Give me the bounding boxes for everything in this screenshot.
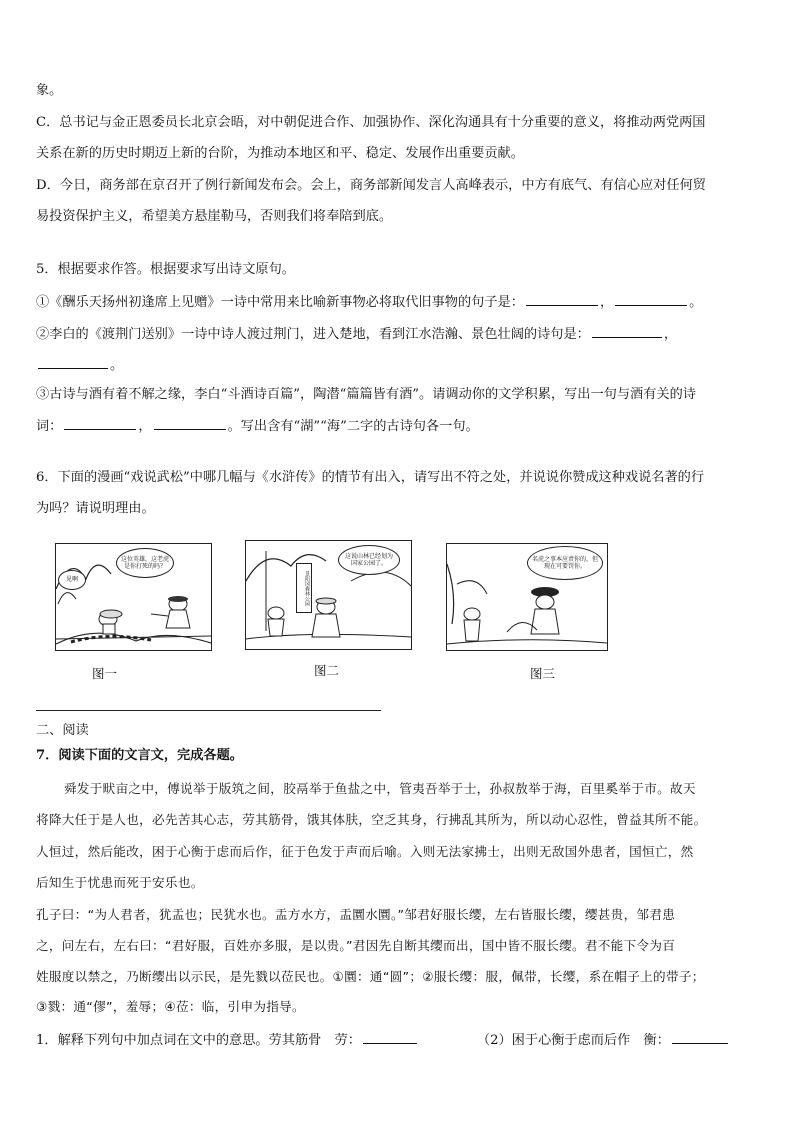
- answer-blank[interactable]: [38, 355, 108, 369]
- passage-line: 舜发于畎亩之中，傅说举于版筑之间，胶鬲举于鱼盐之中，管夷吾举于士，孙叔敖举于海，百里奚举于市。故天: [64, 781, 696, 796]
- passage-line: 之，问左右，左右曰：“君好服，百姓亦多服，是以贵。”君因先自断其缨而出，国中皆不服长缨。君不能下令为百: [36, 938, 676, 953]
- question-5-item-2: [36, 324, 766, 344]
- answer-blank[interactable]: [64, 416, 136, 430]
- passage-line: 姓服度以禁之，乃断缨出以示民，是先戮以莅民也。①圜：通“圆”；②服长缨：服，佩带，长缨，系在帽子上的带子；: [36, 969, 705, 984]
- answer-blank[interactable]: [592, 324, 662, 338]
- question-5-item-3b: [36, 416, 766, 436]
- park-sign: 景阳冈森林公园: [296, 563, 312, 613]
- caption-figure-1: 图一: [92, 666, 118, 681]
- q5-a3b-pre: 词：: [36, 419, 63, 434]
- speech-bubble: 名虎之事本应责你的，但现在可要罚你。: [527, 546, 603, 580]
- question-7-title: 7．阅读下面的文言文，完成各题。: [36, 748, 243, 763]
- separator: ，: [599, 295, 614, 310]
- speech-bubble: 这说山林已经划为国家公园了。: [338, 545, 400, 575]
- option-text: 象。: [36, 83, 63, 98]
- period: 。: [110, 358, 124, 373]
- passage-line: ③戮：通“僇”，羞辱；④莅：临，引申为指导。: [36, 999, 305, 1014]
- sub-question-2-text: （2）困于心衡于虑而后作 衡：: [476, 1033, 670, 1048]
- sub-question-1: [36, 1030, 766, 1050]
- q5-a1-text: ①《酬乐天扬州初逢席上见赠》一诗中常用来比喻新事物必将取代旧事物的句子是：: [36, 295, 524, 310]
- answer-blank[interactable]: [615, 292, 687, 306]
- question-6-title-2: 为吗？请说明理由。: [36, 501, 155, 516]
- answer-blank[interactable]: [154, 416, 226, 430]
- question-5-title: 5．根据要求作答。根据要求写出诗文原句。: [36, 262, 295, 277]
- sub-question-1-text: 1．解释下列句中加点词在文中的意思。劳其筋骨 劳：: [36, 1033, 361, 1048]
- q5-a2-text: ②李白的《渡荆门送别》一诗中诗人渡过荆门，进入楚地，看到江水浩瀚、景色壮阔的诗句是：: [36, 327, 590, 342]
- option-d-text: D．今日，商务部在京召开了例行新闻发布会。会上，商务部新闻发言人高峰表示，中方有底气、有信心应对任何贸: [36, 178, 706, 193]
- separator: ，: [138, 419, 152, 434]
- divider: [36, 710, 381, 711]
- section-heading: 二、阅读: [36, 723, 89, 738]
- separator: ，: [663, 327, 678, 342]
- q5-a3b-post: 。写出含有“湖”“海”二字的古诗句各一句。: [227, 419, 479, 434]
- passage-line: 孔子曰：“为人君者，犹盂也；民犹水也。盂方水方，盂圜水圜。”邹君好服长缨，左右皆服长缨，缨甚贵，邹君患: [36, 907, 676, 922]
- option-d-text-2: 易投资保护主义，希望美方悬崖勒马，否则我们将奉陪到底。: [36, 209, 393, 224]
- speech-bubble-small: 见啊: [58, 570, 86, 590]
- question-6-title: 6．下面的漫画“戏说武松”中哪几幅与《水浒传》的情节有出入，请写出不符之处，并说说你赞成这种戏说名著的行: [36, 470, 705, 485]
- caption-figure-2: 图二: [314, 663, 340, 678]
- question-5-item-2b: [36, 355, 766, 375]
- answer-blank[interactable]: [363, 1030, 417, 1044]
- period: 。: [689, 295, 703, 310]
- passage-line: 人恒过，然后能改，困于心衡于虑而后作，征于色发于声而后喻。入则无法家拂士，出则无敌国外患者，国恒亡，然: [36, 844, 694, 859]
- question-5-item-1: [36, 292, 766, 312]
- passage-line: 将降大任于是人也，必先苦其心志，劳其筋骨，饿其体肤，空乏其身，行拂乱其所为，所以动心忍性，曾益其所不能。: [36, 812, 707, 827]
- comic-panel-3: [446, 543, 608, 651]
- option-c-text: C．总书记与金正恩委员长北京会晤，对中朝促进合作、加强协作、深化沟通具有十分重要的意义，将推动两党两国: [36, 115, 706, 130]
- answer-blank[interactable]: [672, 1030, 728, 1044]
- answer-blank[interactable]: [526, 292, 598, 306]
- option-c-text-2: 关系在新的历史时期迈上新的台阶，为推动本地区和平、稳定、发展作出重要贡献。: [36, 146, 524, 161]
- comic-panel-2: [245, 540, 412, 650]
- caption-figure-3: 图三: [530, 666, 556, 681]
- speech-bubble: 这位英雄，这老虎是你打死的吗？: [116, 548, 174, 578]
- comic-panel-1: [55, 543, 212, 651]
- passage-line: 后知生于忧患而死于安乐也。: [36, 875, 204, 890]
- question-5-item-3: ③古诗与酒有着不解之缘，李白“斗酒诗百篇”，陶潜“篇篇皆有酒”。请调动你的文学积累，写出一句与酒有关的诗: [36, 387, 696, 402]
